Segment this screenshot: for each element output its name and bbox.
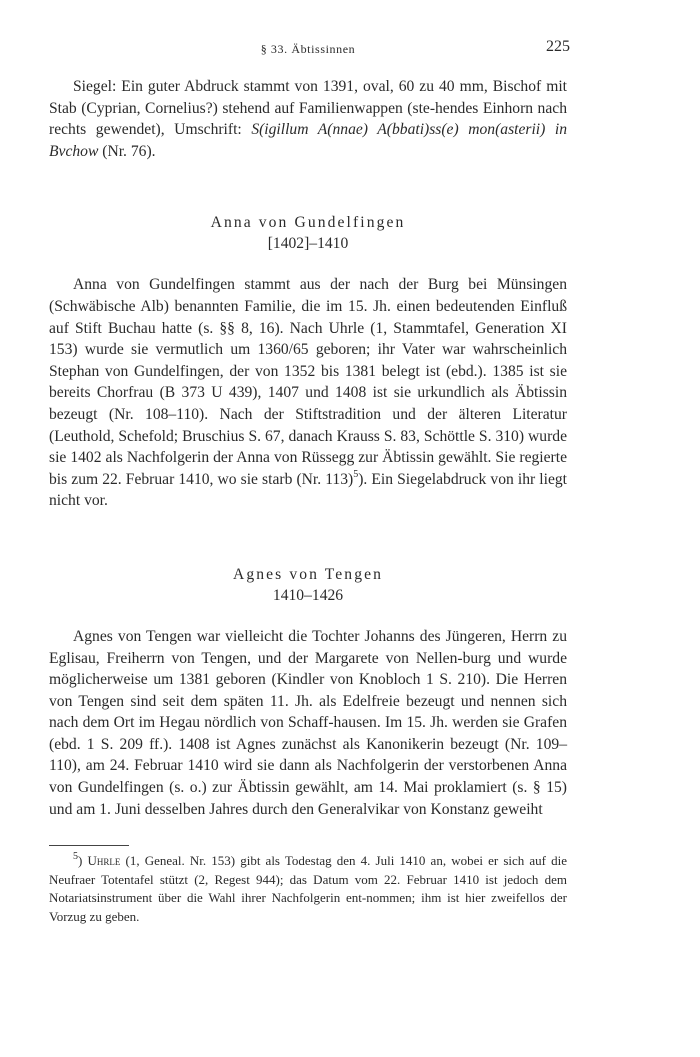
section-dates: [1402]–1410 xyxy=(267,235,349,253)
seal-text-start: Siegel: Ein guter Abdruck stammt von 1391, oval, 60 zu 40 mm, Bischof mit Stab (Cyprian, Cornelius?) stehend auf Familienwappen (ste-hendes Einhorn nach rechts gewendet), Umschrift: xyxy=(49,78,567,139)
section-body: Agnes von Tengen war vielleicht die Tochter Johanns des Jüngeren, Herrn zu Eglisau, Freiherrn von Tengen, und der Margarete von Nellen-burg und wurde möglicherweise um 1381 geboren (Kindler von Knobloch 1 S. 210). Die Herren von Tengen sind seit dem späten 11. Jh. als Edelfreie bezeugt und nennen sich nach dem Ort im Hegau nördlich von Schaff-hausen. Im 15. Jh. werden sie Grafen (ebd. 1 S. 209 ff.). 1408 ist Agnes zunächst als Kanonikerin bezeugt (Nr. 109–110), am 24. Februar 1410 wird sie dann als Nachfolgerin der verstorbenen Anna von Gundelfingen (s. o.) zur Äbtissin gewählt, am 14. Mai proklamiert (s. § 15) und am 1. Juni desselben Jahres durch den Generalvikar von Konstanz geweiht xyxy=(49,627,567,818)
section-heading: Agnes von Tengen xyxy=(232,565,384,583)
footnote-text: (1, Geneal. Nr. 153) gibt als Todestag den 4. Juli 1410 an, wobei er sich auf die Neufraer Totentafel stützt (2, Regest 944); das Datum vom 22. Februar 1410 ist jedoch dem Notariatsinstrument über die Wahl ihrer Nachfolgerin ent-nommen; ihm ist hier zweifellos der Vorzug zu geben. xyxy=(49,853,567,924)
section-anna-von-gundelfingen xyxy=(49,212,567,512)
page-number: 225 xyxy=(546,38,570,55)
footnote-reference[interactable]: 5 xyxy=(353,468,359,480)
running-head-section: § 33. Äbtissinnen xyxy=(260,42,356,56)
seal-paragraph xyxy=(49,76,567,162)
document-page xyxy=(49,38,570,926)
footnote: $^5$) Uhrle (1, Geneal. Nr. 153) gibt als Todestag den 4. Juli 1410 an, wobei er sich auf die Neufraer Totentafel stützt (2, Regest 944); das Datum vom 22. Februar 1410 ist jedoch dem Notariatsinstrument über die Wahl ihrer Nachfolgerin ent-nommen; ihm ist hier zweifellos der Vorzug zu geben. xyxy=(49,850,567,924)
section-body xyxy=(49,274,567,512)
footnote-divider xyxy=(49,845,129,846)
section-dates: 1410–1426 xyxy=(272,586,344,604)
footnote-author: Uhrle xyxy=(87,853,121,869)
running-head xyxy=(49,38,570,62)
section-body-text: Anna von Gundelfingen stammt aus der nach der Burg bei Münsingen (Schwäbische Alb) benannten Familie, die im 15. Jh. einen bedeutenden Einfluß auf Stift Buchau hatte (s. §§ 8, 16). Nach Uhrle (1, Stammtafel, Generation XI 153) wurde sie vermutlich um 1360/65 geboren; ihr Vater war wahrscheinlich Stephan von Gundelfingen, der von 1352 bis 1381 belegt ist (ebd.). 1385 ist sie bereits Chorfrau (B 373 U 439), 1407 und 1408 ist sie urkundlich als Äbtissin bezeugt (Nr. 108–110). Nach der Stiftstradition und der älteren Literatur (Leuthold, Schefold; Bruschius S. 67, danach Krauss S. 83, Schöttle S. 310) wurde sie 1402 als Nachfolgerin der Anna von Rüssegg zur Äbtissin gewählt. Sie regierte bis zum 22. Februar 1410, wo sie starb (Nr. 113) xyxy=(49,276,567,488)
section-agnes-von-tengen xyxy=(49,564,567,820)
footnote-marker: 5 xyxy=(73,850,78,862)
seal-text-end: (Nr. 76). xyxy=(98,142,156,160)
seal-inscription: S(igillum A(nnae) A(bbati)ss(e) mon(asterii) in Bvchow xyxy=(49,121,568,160)
section-heading: Anna von Gundelfingen xyxy=(210,214,406,232)
section-body-text-end: ). Ein Siegelabdruck von ihr liegt nicht vor. xyxy=(49,470,567,510)
